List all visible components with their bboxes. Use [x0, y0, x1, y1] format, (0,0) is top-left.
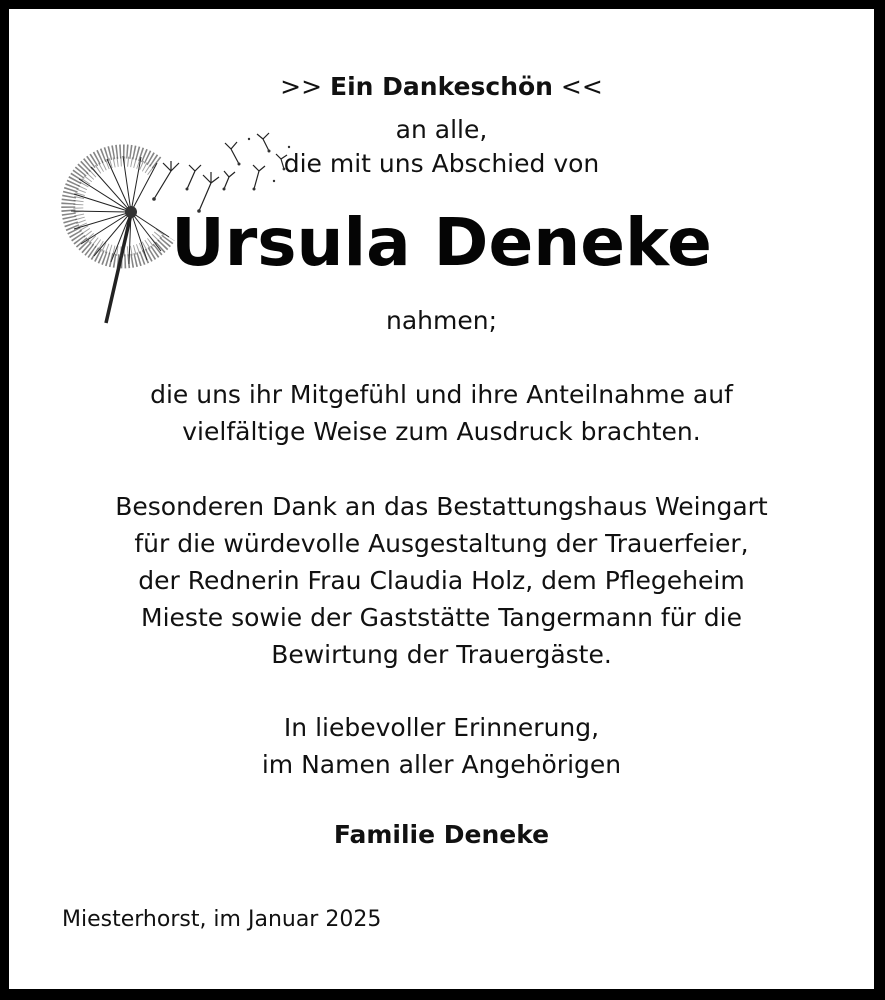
- thanks-line: Bewirtung der Trauergäste.: [271, 640, 612, 669]
- line-farewell: die mit uns Abschied von: [283, 149, 600, 178]
- thanks-paragraph: [9, 488, 874, 673]
- intro-title: Ein Dankeschön: [330, 72, 553, 101]
- memory-paragraph: [9, 709, 874, 783]
- thanks-line: für die würdevolle Ausgestaltung der Trauerfeier,: [134, 529, 749, 558]
- obituary-card: [9, 9, 874, 989]
- deceased-name: Ursula Deneke: [171, 204, 712, 281]
- sympathy-line: die uns ihr Mitgefühl und ihre Anteilnahme auf: [150, 380, 733, 409]
- thanks-line: Besonderen Dank an das Bestattungshaus Weingart: [115, 492, 768, 521]
- intro-prefix: >>: [280, 72, 331, 101]
- line-to-all: an alle,: [395, 115, 488, 144]
- sympathy-paragraph: [9, 376, 874, 450]
- sympathy-line: vielfältige Weise zum Ausdruck brachten.: [182, 417, 701, 446]
- thanks-line: Mieste sowie der Gaststätte Tangermann für die: [141, 603, 742, 632]
- place-date: Miesterhorst, im Januar 2025: [62, 907, 382, 932]
- memory-line: im Namen aller Angehörigen: [261, 750, 622, 779]
- line-took: nahmen;: [385, 306, 497, 335]
- thanks-line: der Rednerin Frau Claudia Holz, dem Pflegeheim: [138, 566, 745, 595]
- intro-heading: [9, 72, 874, 101]
- signature: Familie Deneke: [333, 820, 550, 849]
- intro-suffix: <<: [552, 72, 603, 101]
- memory-line: In liebevoller Erinnerung,: [283, 713, 600, 742]
